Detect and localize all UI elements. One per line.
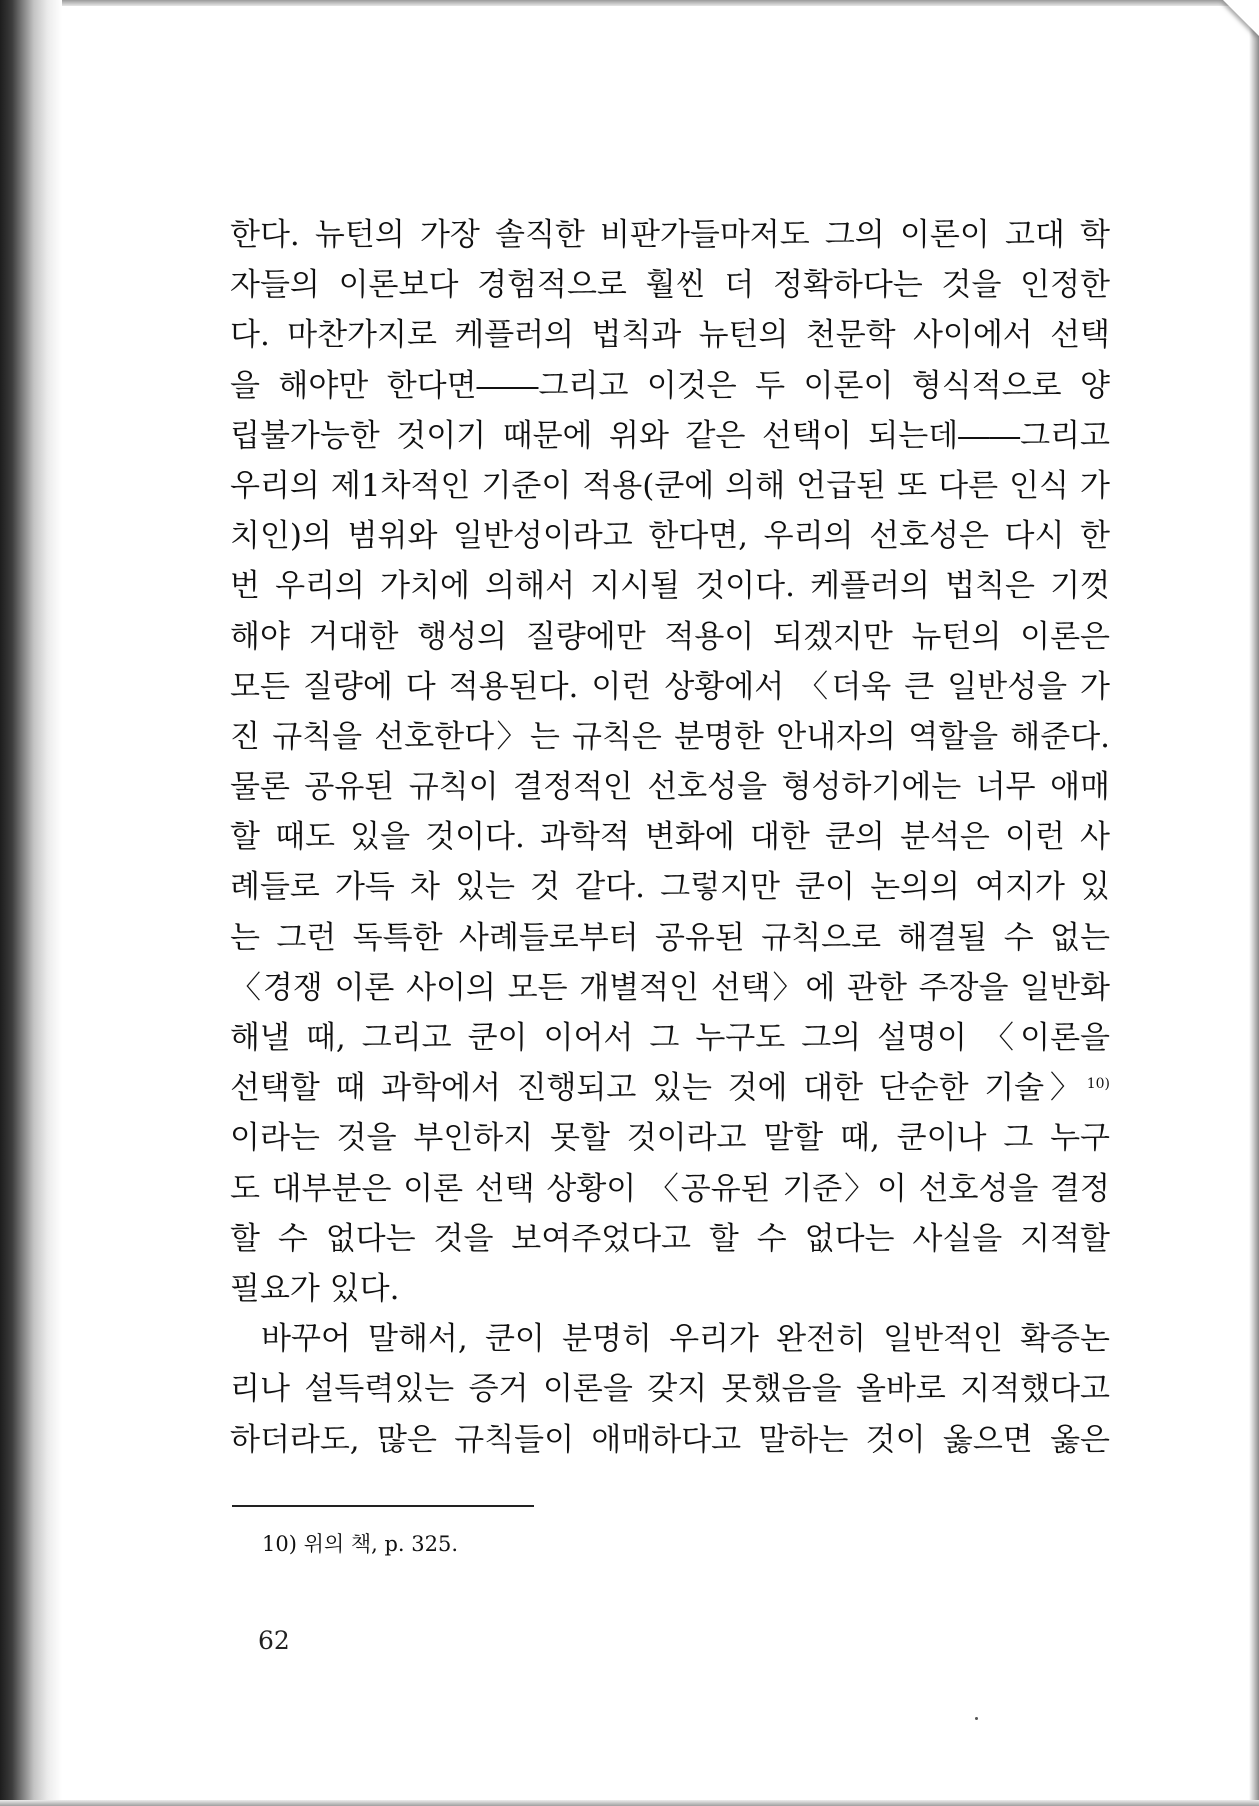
footnote-divider: [232, 1505, 534, 1507]
page-number: 62: [258, 1626, 290, 1655]
text-line: 할 때도 있을 것이다. 과학적 변화에 대한 쿤의 분석은 이런 사: [230, 819, 1110, 856]
text-line: 치인)의 범위와 일반성이라고 한다면, 우리의 선호성은 다시 한: [230, 518, 1110, 555]
text-line: 할 수 없다는 것을 보여주었다고 할 수 없다는 사실을 지적할: [230, 1220, 1110, 1257]
scan-speck: [975, 1717, 978, 1720]
text-line: 다. 마찬가지로 케플러의 법칙과 뉴턴의 천문학 사이에서 선택: [230, 317, 1110, 354]
text-line: 해낼 때, 그리고 쿤이 이어서 그 누구도 그의 설명이 〈이론을: [230, 1020, 1110, 1056]
text-line: 리나 설득력있는 증거 이론을 갖지 못했음을 올바로 지적했다고: [230, 1371, 1110, 1408]
book-spine-shadow: [0, 0, 62, 1806]
body-text: [230, 210, 1110, 1465]
text-line: 진 규칙을 선호한다〉는 규칙은 분명한 안내자의 역할을 해준다.: [230, 718, 1110, 755]
text-line: 필요가 있다.: [230, 1270, 400, 1307]
text-line: 모든 질량에 다 적용된다. 이런 상황에서 〈더욱 큰 일반성을 가: [230, 668, 1110, 705]
text-line: 을 해야만 한다면――그리고 이것은 두 이론이 형식적으로 양: [230, 367, 1110, 404]
text-line: 해야 거대한 행성의 질량에만 적용이 되겠지만 뉴턴의 이론은: [230, 618, 1110, 655]
text-line: 하더라도, 많은 규칙들이 애매하다고 말하는 것이 옳으면 옳은: [230, 1421, 1110, 1458]
text-line: 우리의 제1차적인 기준이 적용(쿤에 의해 언급된 또 다른 인식 가: [230, 467, 1110, 504]
text-line: 도 대부분은 이론 선택 상황이 〈공유된 기준〉이 선호성을 결정: [230, 1170, 1110, 1207]
text-line: 한다. 뉴턴의 가장 솔직한 비판가들마저도 그의 이론이 고대 학: [230, 217, 1110, 253]
footnote: 10) 위의 책, p. 325.: [262, 1532, 459, 1556]
page-edge-top: [0, 0, 1259, 6]
text-line: 물론 공유된 규칙이 결정적인 선호성을 형성하기에는 너무 애매: [230, 769, 1110, 806]
text-line: 바꾸어 말해서, 쿤이 분명히 우리가 완전히 일반적인 확증논: [261, 1321, 1110, 1358]
page-edge-right: [1249, 0, 1259, 1806]
text-line: 립불가능한 것이기 때문에 위와 같은 선택이 되는데――그리고: [230, 417, 1110, 454]
text-line: 자들의 이론보다 경험적으로 훨씬 더 정확하다는 것을 인정한: [230, 267, 1110, 304]
page-corner-fold: [1223, 0, 1259, 36]
text-line: 례들로 가득 차 있는 것 같다. 그렇지만 쿤이 논의의 여지가 있: [230, 869, 1110, 906]
text-line: 이라는 것을 부인하지 못할 것이라고 말할 때, 쿤이나 그 누구: [230, 1120, 1110, 1157]
text-line-content: 선택할 때 과학에서 진행되고 있는 것에 대한 단순한 기술〉: [230, 1070, 1087, 1107]
text-line-with-footnote: [230, 1063, 1110, 1113]
text-line: 는 그런 독특한 사례들로부터 공유된 규칙으로 해결될 수 없는: [230, 919, 1110, 956]
text-line: 번 우리의 가치에 의해서 지시될 것이다. 케플러의 법칙은 기껏: [230, 568, 1110, 605]
footnote-reference: 10): [1086, 1076, 1110, 1093]
text-line: 〈경쟁 이론 사이의 모든 개별적인 선택〉에 관한 주장을 일반화: [230, 969, 1110, 1006]
page-edge-bottom: [0, 1800, 1259, 1806]
